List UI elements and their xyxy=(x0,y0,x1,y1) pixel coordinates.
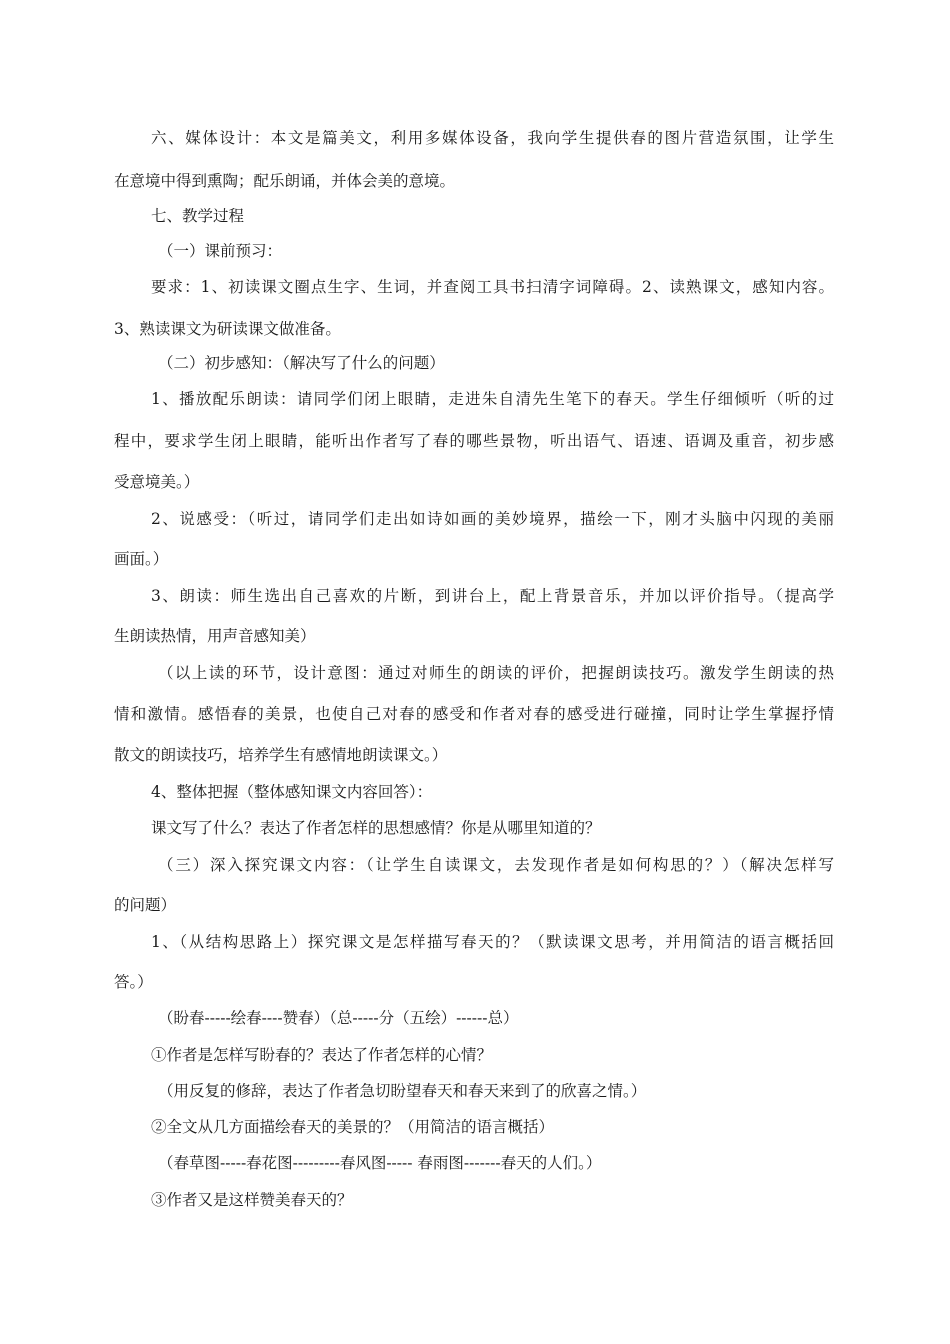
text-line: 画面。） xyxy=(114,550,169,568)
subsection-heading: （一）课前预习： xyxy=(158,242,283,260)
text-line: 3、熟读课文为研读课文做准备。 xyxy=(114,320,341,338)
text-line: 1、（从结构思路上）探究课文是怎样描写春天的？（默读课文思考，并用简洁的语言概括回 xyxy=(151,933,834,951)
subsection-heading: （三）深入探究课文内容：（让学生自读课文，去发现作者是如何构思的？）（解决怎样写 xyxy=(158,856,834,874)
text-line: 1、播放配乐朗读：请同学们闭上眼睛，走进朱自清先生笔下的春天。学生仔细倾听（听的过 xyxy=(151,390,834,408)
text-line: （以上读的环节，设计意图：通过对师生的朗读的评价，把握朗读技巧。激发学生朗读的热 xyxy=(158,664,834,682)
text-line: 情和激情。感悟春的美景，也使自己对春的感受和作者对春的感受进行碰撞，同时让学生掌握抒情 xyxy=(114,705,834,723)
text-line: 4、整体把握（整体感知课文内容回答）： xyxy=(151,783,433,801)
text-line: （盼春-----绘春----赞春）（总-----分（五绘）------总） xyxy=(158,1009,519,1027)
list-item: ③作者又是这样赞美春天的？ xyxy=(151,1191,353,1209)
text-line: 六、媒体设计：本文是篇美文，利用多媒体设备，我向学生提供春的图片营造氛围，让学生 xyxy=(151,129,834,147)
text-line: 在意境中得到熏陶；配乐朗诵，并体会美的意境。 xyxy=(114,172,456,190)
text-line: 生朗读热情，用声音感知美） xyxy=(114,627,316,645)
text-line: 受意境美。） xyxy=(114,473,200,491)
text-line: 答。） xyxy=(114,973,153,991)
subsection-heading: （二）初步感知：（解决写了什么的问题） xyxy=(158,354,445,372)
text-line: 3、朗读：师生选出自己喜欢的片断，到讲台上，配上背景音乐，并加以评价指导。（提高学 xyxy=(151,587,834,605)
list-item: ①作者是怎样写盼春的？表达了作者怎样的心情？ xyxy=(151,1046,493,1064)
list-item: ②全文从几方面描绘春天的美景的？（用简洁的语言概括） xyxy=(151,1118,555,1136)
text-line: 2、说感受：（听过，请同学们走出如诗如画的美妙境界，描绘一下，刚才头脑中闪现的美丽 xyxy=(151,510,834,528)
text-line: （用反复的修辞，表达了作者急切盼望春天和春天来到了的欣喜之情。） xyxy=(158,1082,647,1100)
text-line: 课文写了什么？表达了作者怎样的思想感情？你是从哪里知道的？ xyxy=(151,819,601,837)
text-line: 的问题） xyxy=(114,896,177,914)
text-line: （春草图-----春花图---------春风图----- 春雨图-------春天的人们。） xyxy=(158,1154,602,1172)
text-line: 要求：1、初读课文圈点生字、生词，并查阅工具书扫清字词障碍。2、读熟课文，感知内容。 xyxy=(151,278,834,296)
text-line: 程中，要求学生闭上眼睛，能听出作者写了春的哪些景物，听出语气、语速、语调及重音，初步感 xyxy=(114,432,834,450)
section-heading: 七、教学过程 xyxy=(151,207,245,225)
text-line: 散文的朗读技巧，培养学生有感情地朗读课文。） xyxy=(114,746,448,764)
